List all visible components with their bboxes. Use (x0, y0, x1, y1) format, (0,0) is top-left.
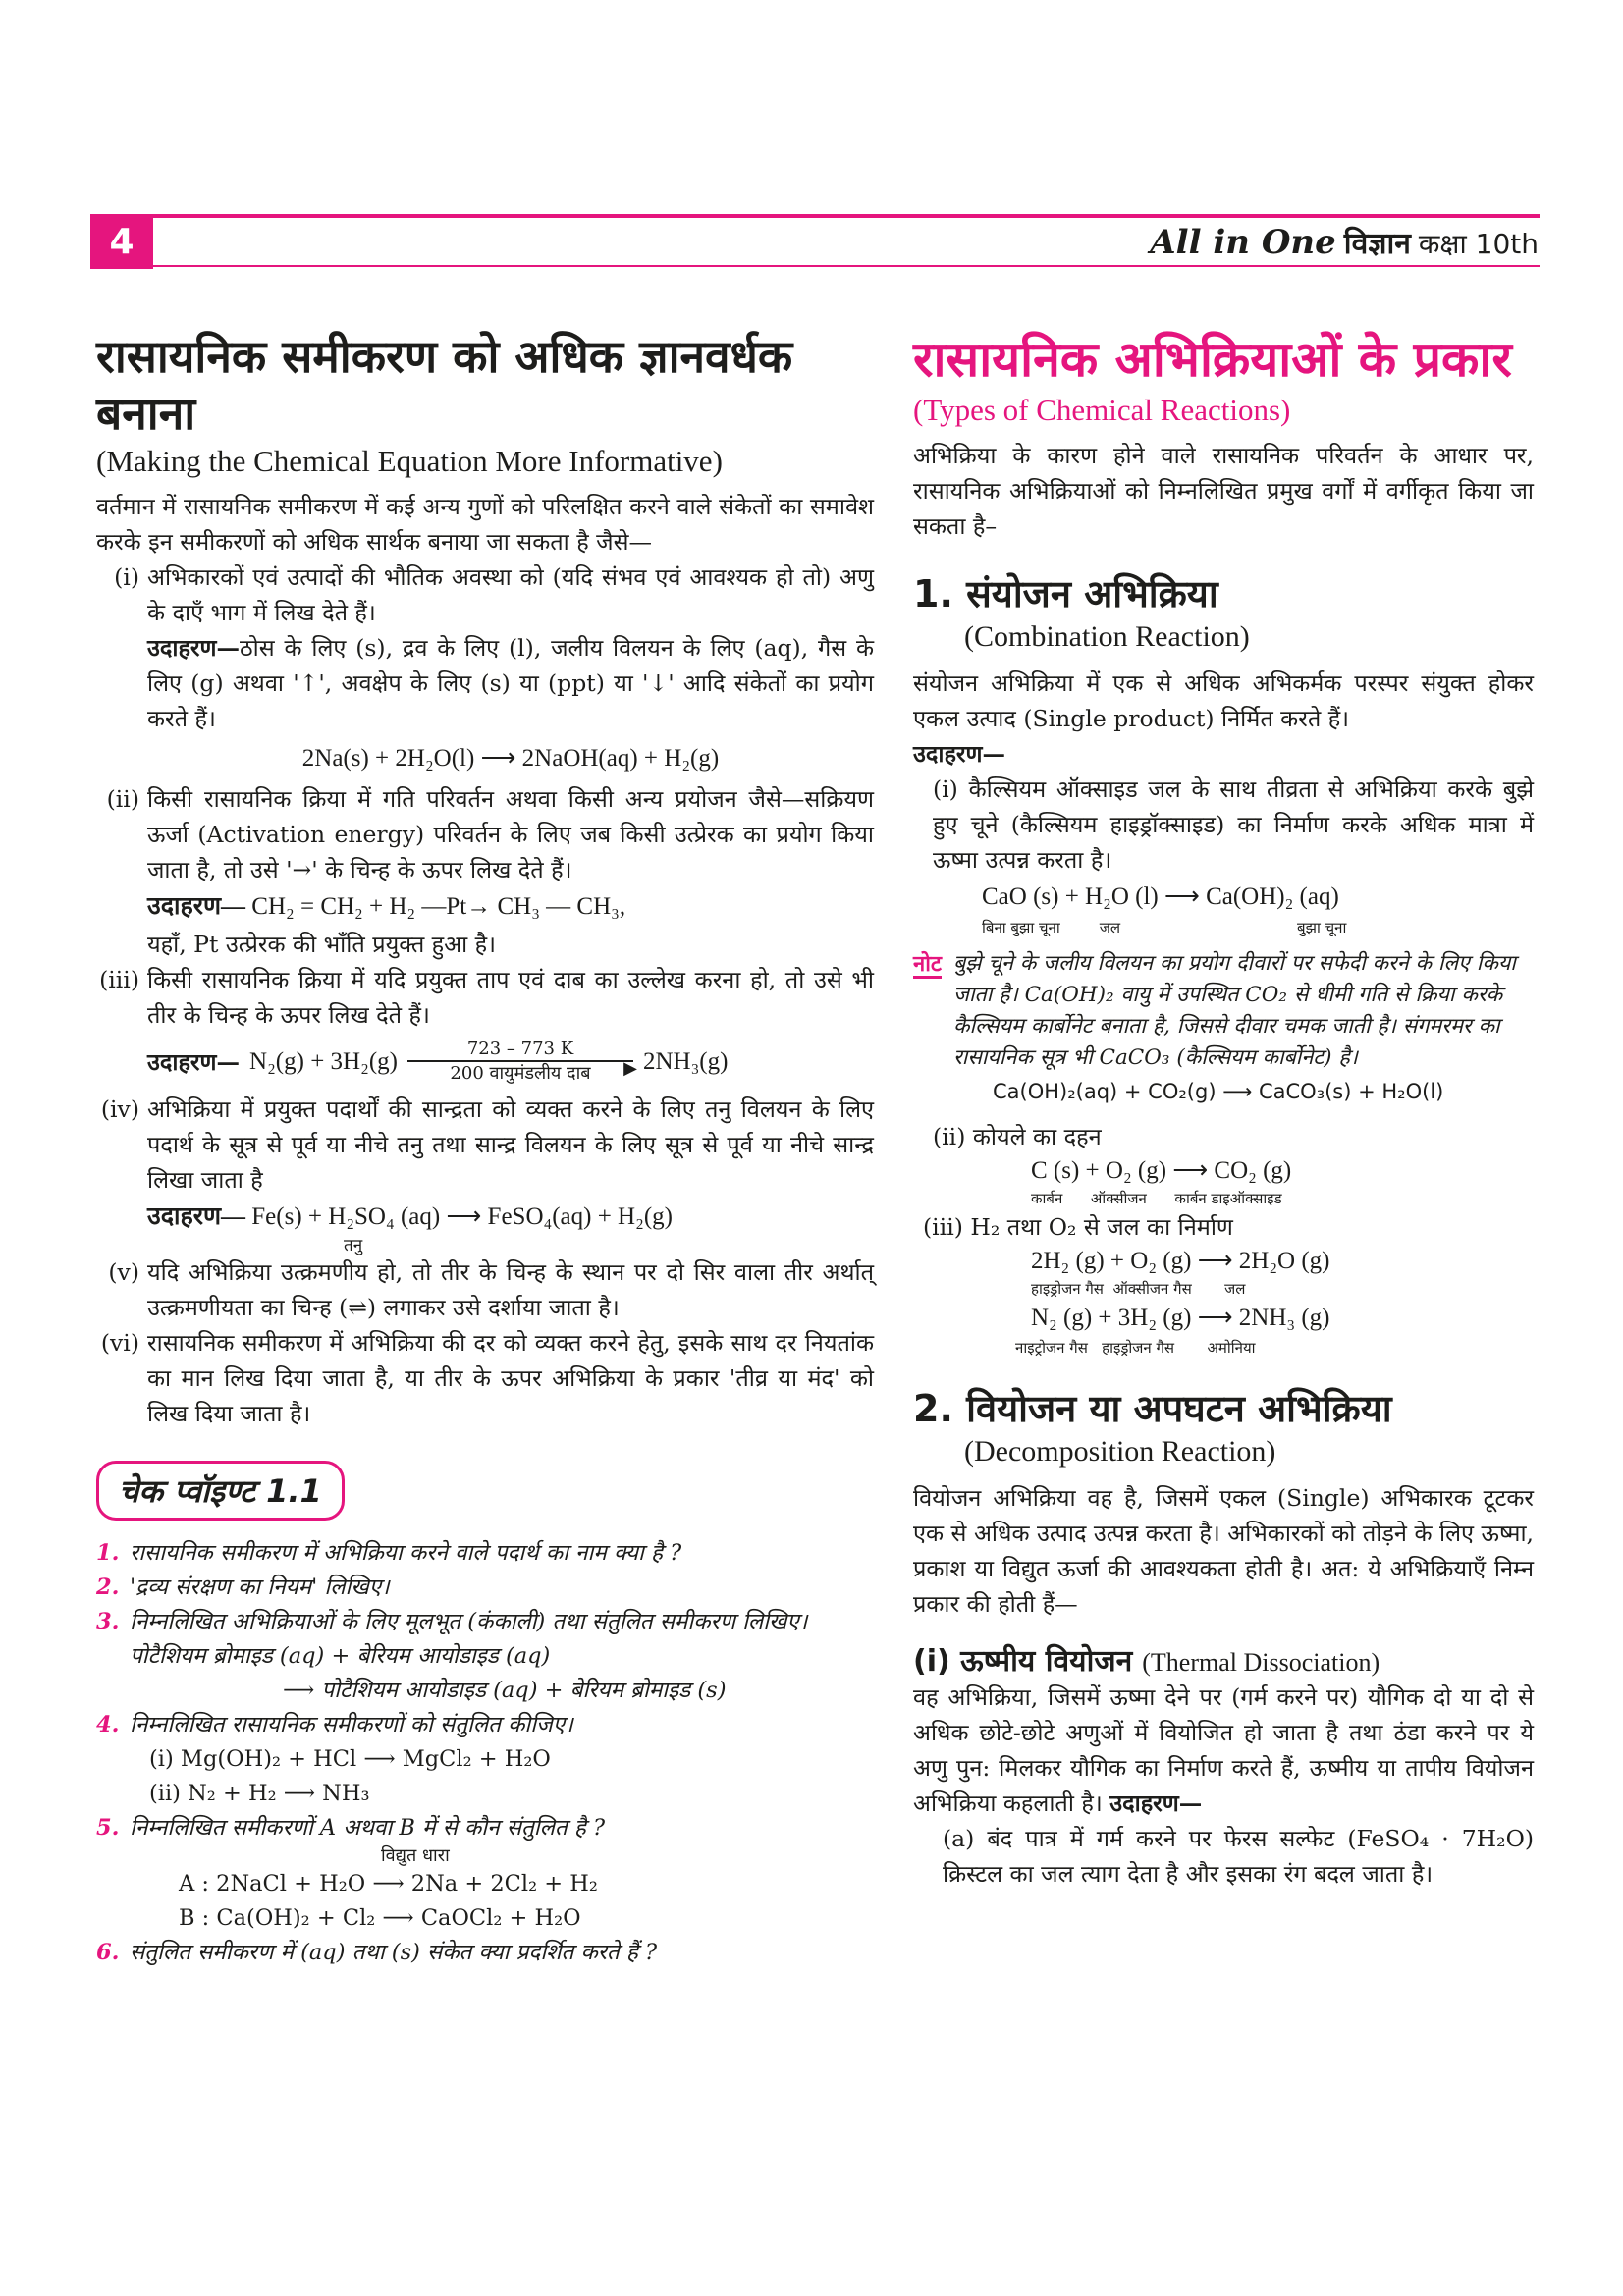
example-label: उदाहरण— (147, 1203, 246, 1230)
note-tag: नोट (913, 948, 942, 979)
example-label: उदाहरण— (147, 1048, 241, 1076)
list-item: (ii) किसी रासायनिक क्रिया में गति परिवर्तन अथवा किसी अन्य प्रयोजन जैसे—सक्रियण ऊर्जा (Activation energy) परिवर्तन के लिए जब किसी उत्प्रेरक का प्रयोग किया जाता है, तो उसे '→' के चिन्ह के ऊपर लिख देते हैं। उदाहरण— CH₂ = CH₂ + H₂ —Pt→ CH₃ — CH₃, यहाँ, Pt उत्प्रेरक की भाँति प्रयुक्त हुआ है। (96, 781, 874, 962)
paragraph: वह अभिक्रिया, जिसमें ऊष्मा देने पर (गर्म करने पर) यौगिक दो या दो से अधिक छोटे-छोटे अणुओं में वियोजित हो जाता है तथा ठंडा करने पर ये अणु पुन: मिलकर यौगिक का निर्माण करते हैं, ऊष्मीय या तापीय वियोजन अभिक्रिया कहलाती है। उदाहरण— (913, 1682, 1534, 1817)
question-line: A : 2NaCl + H₂O ⟶ 2Na + 2Cl₂ + H₂ (179, 1871, 598, 1896)
catalyst-note: यहाँ, Pt उत्प्रेरक की भाँति प्रयुक्त हुआ है। (147, 931, 497, 958)
header-rule-bottom (90, 265, 1540, 267)
example-label: उदाहरण— (1109, 1789, 1203, 1817)
subsection-title: 1. संयोजन अभिक्रिया (913, 571, 1218, 615)
equation: N₂ (g) + 3H₂ (g) ⟶ 2NH₃ (g) (1031, 1304, 1330, 1331)
section-title: रासायनिक समीकरण को अधिक ज्ञानवर्धक बनाना (96, 330, 793, 440)
example-label: उदाहरण— (913, 739, 1006, 768)
equation: CH₂ = CH₂ + H₂ —Pt→ CH₃ — CH₃, (251, 893, 626, 920)
equation-products: 2NH₃(g) (642, 1048, 729, 1075)
list-item: (i) अभिकारकों एवं उत्पादों की भौतिक अवस्था को (यदि संभव एवं आवश्यक हो तो) अणु के दाएँ भाग में लिख देते हैं। उदाहरण—ठोस के लिए (s), द्रव के लिए (l), जलीय विलयन के लिए (aq), गैस के लिए (g) अथवा '↑', अवक्षेप के लिए (s) या (ppt) या '↓' आदि संकेतों का प्रयोग करते हैं। 2Na(s) + 2H₂O(l) ⟶ 2NaOH(aq) + H₂(g) (96, 560, 874, 781)
question-item: 2. 'द्रव्य संरक्षण का नियम' लिखिए। (96, 1575, 390, 1600)
class-label: कक्षा 10th (1418, 228, 1539, 260)
example-label: उदाहरण— (147, 634, 241, 662)
question-line: (i) Mg(OH)₂ + HCl ⟶ MgCl₂ + H₂O (149, 1746, 551, 1772)
subsection-title: 2. वियोजन या अपघटन अभिक्रिया (913, 1386, 1392, 1430)
list-item: (vi) रासायनिक समीकरण में अभिक्रिया की दर को व्यक्त करने हेतु, इसके साथ दर नियतांक का मान लिख दिया जाता है, या तीर के ऊपर अभिक्रिया के प्रकार 'तीव्र या मंद' को लिख दिया जाता है। (100, 1329, 874, 1427)
checkpoint-title: चेक प्वॉइण्ट 1.1 (96, 1461, 345, 1521)
example-item: (iii) H₂ तथा O₂ से जल का निर्माण (923, 1212, 1233, 1241)
equation: C (s) + O₂ (g) ⟶ CO₂ (g) (1031, 1156, 1292, 1184)
question-item: 4. निम्नलिखित रासायनिक समीकरणों को संतुलित कीजिए। (96, 1712, 573, 1737)
paragraph: संयोजन अभिक्रिया में एक से अधिक अभिकर्मक परस्पर संयुक्त होकर एकल उत्पाद (Single product) निर्मित करते हैं। (913, 668, 1534, 732)
example-label: उदाहरण— (147, 893, 246, 920)
equation-labels: हाइड्रोजन गैस ऑक्सीजन गैस जल (1031, 1279, 1246, 1298)
book-brand (1150, 222, 1539, 262)
equation-labels: बिना बुझा चूना जल बुझा चूना (982, 918, 1347, 936)
example-item: (i) कैल्सियम ऑक्साइड जल के साथ तीव्रता से अभिक्रिया करके बुझे हुए चूने (कैल्सियम हाइड्रॉक्साइड) का निर्माण करके अधिक मात्रा में ऊष्मा उत्पन्न करता है। (933, 774, 1534, 874)
note-equation: Ca(OH)₂(aq) + CO₂(g) ⟶ CaCO₃(s) + H₂O(l) (993, 1079, 1444, 1103)
intro-paragraph: वर्तमान में रासायनिक समीकरण में कई अन्य गुणों को परिलक्षित करने वाले संकेतों का समावेश करके इन समीकरणों को अधिक सार्थक बनाया जा सकता है जैसे— (96, 493, 874, 556)
question-item: 6. संतुलित समीकरण में (aq) तथा (s) संकेत क्या प्रदर्शित करते हैं ? (96, 1940, 658, 1965)
left-column (96, 329, 874, 1970)
question-item: 3. निम्नलिखित अभिक्रियाओं के लिए मूलभूत (कंकाली) तथा संतुलित समीकरण लिखिए। (96, 1609, 808, 1634)
condition-arrow: 723 – 773 K ▶ 200 वायुमंडलीय दाब (407, 1039, 633, 1086)
equation-reactants: N₂(g) + 3H₂(g) (249, 1048, 398, 1075)
equation: 2Na(s) + 2H₂O(l) ⟶ 2NaOH(aq) + H₂(g) (301, 745, 720, 772)
section-subtitle: (Types of Chemical Reactions) (913, 392, 1291, 427)
list-item: (v) यदि अभिक्रिया उत्क्रमणीय हो, तो तीर के चिन्ह के स्थान पर दो सिर वाला तीर अर्थात् उत्क्रमणीयता का चिन्ह (⇌) लगाकर उसे दर्शाया जाता है। (108, 1258, 874, 1321)
dilute-label: तनु (344, 1236, 363, 1255)
example-item: (a) बंद पात्र में गर्म करने पर फेरस सल्फेट (FeSO₄ · 7H₂O) क्रिस्टल का जल त्याग देता है और इसका रंग बदल जाता है। (943, 1824, 1534, 1888)
subsection-subtitle: (Combination Reaction) (964, 619, 1250, 653)
list-item: (iv) अभिक्रिया में प्रयुक्त पदार्थों की सान्द्रता को व्यक्त करने के लिए तनु विलयन के लिए पदार्थ के सूत्र से पूर्व या नीचे तनु तथा सान्द्र विलयन के लिए सूत्र से पूर्व या नीचे सान्द्र लिखा जाता है उदाहरण— Fe(s) + H₂SO₄ (aq) ⟶ FeSO₄(aq) + H₂(g) तनु (100, 1095, 874, 1255)
list-item: (iii) किसी रासायनिक क्रिया में यदि प्रयुक्त ताप एवं दाब का उल्लेख करना हो, तो उसे भी तीर के चिन्ह के ऊपर लिख देते हैं। उदाहरण— N₂(g) + 3H₂(g) 723 – 773 K ▶ 200 वायुमंडलीय दाब 2NH₃(g) (99, 966, 874, 1084)
header-rule (90, 214, 1540, 218)
equation: CaO (s) + H₂O (l) ⟶ Ca(OH)₂ (aq) (982, 882, 1339, 910)
equation: Fe(s) + H₂SO₄ (aq) ⟶ FeSO₄(aq) + H₂(g) (251, 1203, 673, 1230)
page-number: 4 (90, 214, 153, 269)
equation-labels: नाइट्रोजन गैस हाइड्रोजन गैस अमोनिया (1015, 1338, 1256, 1357)
question-line: पोटैशियम ब्रोमाइड (aq) + बेरियम आयोडाइड (aq) (130, 1643, 551, 1669)
note-box (913, 948, 1534, 1109)
subsection-subtitle: (Decomposition Reaction) (964, 1434, 1276, 1468)
question-line: B : Ca(OH)₂ + Cl₂ ⟶ CaOCl₂ + H₂O (179, 1905, 581, 1931)
equation: 2H₂ (g) + O₂ (g) ⟶ 2H₂O (g) (1031, 1247, 1330, 1274)
note-text: बुझे चूने के जलीय विलयन का प्रयोग दीवारों पर सफेदी करने के लिए किया जाता है। Ca(OH)₂ वायु में उपस्थित CO₂ से धीमी गति से क्रिया करके कैल्सियम कार्बोनेट बनाता है, जिससे दीवार चमक जाती है। संगमरमर का रासायनिक सूत्र भी CaCO₃ (कैल्सियम कार्बोनेट) है। (953, 950, 1516, 1070)
equation-labels: कार्बन ऑक्सीजन कार्बन डाइऑक्साइड (1031, 1189, 1282, 1207)
question-item: 1. रासायनिक समीकरण में अभिक्रिया करने वाले पदार्थ का नाम क्या है ? (96, 1540, 682, 1566)
question-line: ⟶ पोटैशियम आयोडाइड (aq) + बेरियम ब्रोमाइड (s) (283, 1678, 727, 1703)
section-subtitle: (Making the Chemical Equation More Informative) (96, 444, 723, 478)
section-title: रासायनिक अभिक्रियाओं के प्रकार (913, 331, 1512, 388)
brand-logo: All in One (1150, 223, 1336, 262)
subheading: (i) ऊष्मीय वियोजन (Thermal Dissociation) (913, 1643, 1380, 1679)
right-column (913, 329, 1534, 1892)
arrow-condition: विद्युत धारा (381, 1845, 450, 1866)
question-line: (ii) N₂ + H₂ ⟶ NH₃ (149, 1781, 370, 1806)
subject-label: विज्ञान (1343, 227, 1411, 261)
example-item: (ii) कोयले का दहन (933, 1122, 1102, 1150)
question-item: 5. निम्नलिखित समीकरणों A अथवा B में से कौन संतुलित है ? (96, 1815, 606, 1841)
paragraph: वियोजन अभिक्रिया वह है, जिसमें एकल (Single) अभिकारक टूटकर एक से अधिक उत्पाद उत्पन्न करता है। अभिकारकों को तोड़ने के लिए ऊष्मा, प्रकाश या विद्युत ऊर्जा की आवश्यकता होती है। अत: ये अभिक्रियाएँ निम्न प्रकार की होती हैं— (913, 1483, 1534, 1618)
intro-paragraph: अभिक्रिया के कारण होने वाले रासायनिक परिवर्तन के आधार पर, रासायनिक अभिक्रियाओं को निम्नलिखित प्रमुख वर्गों में वर्गीकृत किया जा सकता है– (913, 441, 1534, 540)
